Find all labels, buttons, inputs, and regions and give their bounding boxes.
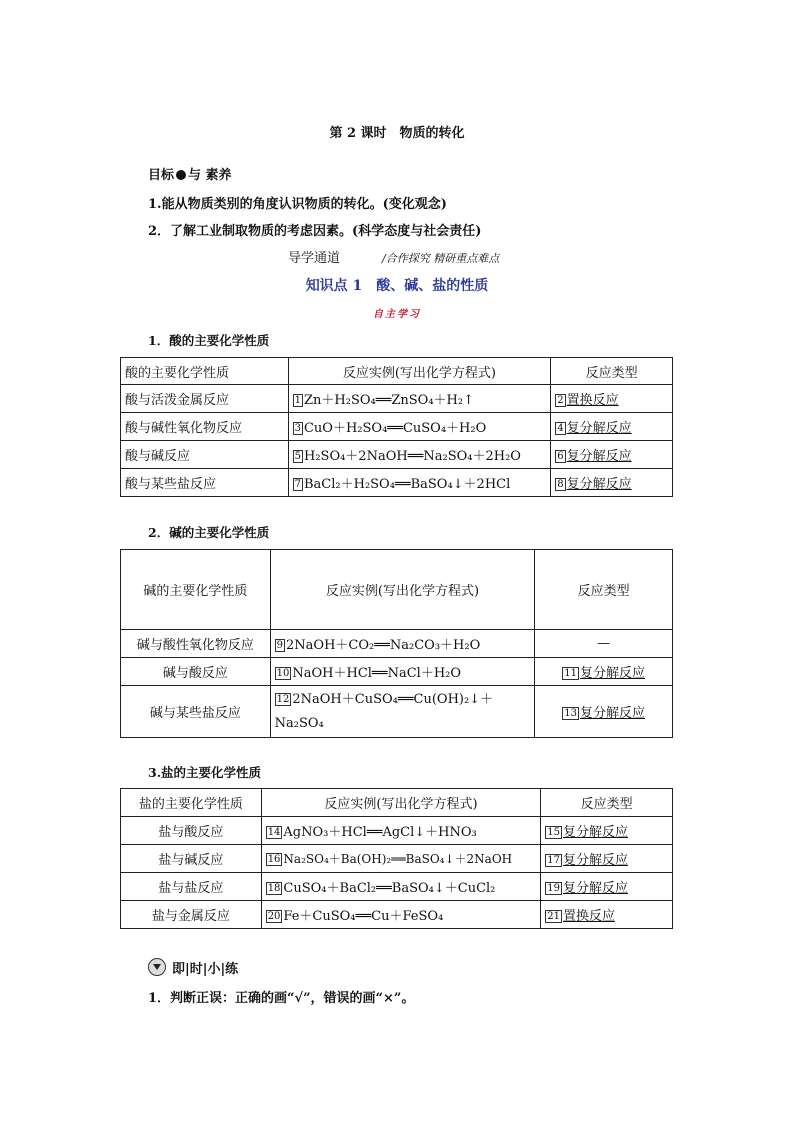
reaction-type: 复分解反应 bbox=[566, 421, 632, 436]
table-row bbox=[121, 469, 673, 497]
blank-number: 17 bbox=[547, 855, 560, 866]
guide-main: 导学通道 bbox=[288, 251, 341, 266]
practice-heading bbox=[148, 958, 238, 977]
equation-text: BaCl₂＋H₂SO₄══BaSO₄↓＋2HCl bbox=[303, 477, 511, 492]
reaction-type: 复分解反应 bbox=[563, 881, 629, 896]
equation-cell bbox=[270, 686, 535, 738]
equation-cell bbox=[288, 441, 551, 469]
bullet-dot-icon bbox=[176, 170, 186, 180]
table-row bbox=[121, 413, 673, 441]
goals-heading bbox=[148, 164, 232, 183]
section-acid: 1．酸的主要化学性质 bbox=[148, 333, 270, 348]
reaction-type: 复分解反应 bbox=[580, 706, 646, 721]
salt-table bbox=[120, 788, 673, 929]
type-cell bbox=[541, 845, 673, 873]
goals-heading-b: 与 素养 bbox=[188, 168, 232, 183]
reaction-type: 复分解反应 bbox=[566, 449, 632, 464]
type-cell bbox=[551, 385, 673, 413]
blank-number: 4 bbox=[557, 423, 564, 434]
knowledge-point-title: 知识点 1 酸、碱、盐的性质 bbox=[305, 278, 489, 294]
equation-text: CuO＋H₂SO₄══CuSO₄＋H₂O bbox=[303, 421, 487, 436]
table-row bbox=[121, 385, 673, 413]
blank-number: 2 bbox=[557, 395, 564, 406]
property-cell: 盐与酸反应 bbox=[121, 817, 262, 845]
base-table bbox=[120, 549, 673, 738]
equation-text-cont: Na₂SO₄ bbox=[274, 715, 324, 731]
reaction-type: 复分解反应 bbox=[580, 666, 646, 681]
header-cell: 反应类型 bbox=[535, 550, 673, 630]
practice-question-1: 1．判断正误：正确的画“√”，错误的画“×”。 bbox=[148, 991, 415, 1006]
property-cell: 碱与酸反应 bbox=[121, 658, 271, 686]
goals-heading-a: 目标 bbox=[148, 168, 175, 183]
table-row bbox=[121, 817, 673, 845]
blank-number: 6 bbox=[557, 451, 564, 462]
table-row bbox=[121, 845, 673, 873]
property-cell: 盐与金属反应 bbox=[121, 901, 262, 929]
property-cell: 盐与盐反应 bbox=[121, 873, 262, 901]
header-cell: 反应实例(写出化学方程式) bbox=[261, 789, 541, 817]
property-cell: 酸与碱性氧化物反应 bbox=[121, 413, 289, 441]
equation-text: NaOH＋HCl══NaCl＋H₂O bbox=[292, 666, 462, 681]
type-cell bbox=[551, 469, 673, 497]
header-cell: 反应类型 bbox=[541, 789, 673, 817]
header-cell: 反应类型 bbox=[551, 358, 673, 385]
equation-text: 2NaOH＋CO₂══Na₂CO₃＋H₂O bbox=[286, 638, 481, 653]
reaction-type: 复分解反应 bbox=[563, 825, 629, 840]
table-row bbox=[121, 873, 673, 901]
equation-cell bbox=[270, 658, 535, 686]
goal-item-2: 2．了解工业制取物质的考虑因素。(科学态度与社会责任) bbox=[148, 224, 482, 239]
blank-number: 9 bbox=[276, 640, 284, 651]
blank-number: 7 bbox=[294, 479, 301, 490]
blank-number: 18 bbox=[267, 883, 281, 894]
blank-number: 14 bbox=[267, 827, 281, 838]
type-cell bbox=[551, 413, 673, 441]
table-row bbox=[121, 441, 673, 469]
acid-table bbox=[120, 357, 673, 497]
blank-number: 15 bbox=[547, 827, 560, 838]
table-row bbox=[121, 686, 673, 738]
type-cell bbox=[551, 441, 673, 469]
equation-cell bbox=[288, 413, 551, 441]
self-study-label: 自主学习 bbox=[373, 309, 421, 320]
type-cell bbox=[535, 630, 673, 658]
blank-number: 1 bbox=[294, 395, 301, 406]
equation-cell bbox=[288, 469, 551, 497]
header-cell: 反应实例(写出化学方程式) bbox=[270, 550, 535, 630]
section-base: 2．碱的主要化学性质 bbox=[148, 525, 270, 540]
property-cell: 酸与活泼金属反应 bbox=[121, 385, 289, 413]
goal-item-1: 1.能从物质类别的角度认识物质的转化。(变化观念) bbox=[148, 197, 447, 212]
section-salt: 3.盐的主要化学性质 bbox=[148, 765, 262, 780]
property-cell: 盐与碱反应 bbox=[121, 845, 262, 873]
page-title: 第 2 课时 物质的转化 bbox=[329, 126, 465, 141]
table-row bbox=[121, 630, 673, 658]
property-cell: 酸与碱反应 bbox=[121, 441, 289, 469]
equation-cell bbox=[288, 385, 551, 413]
guide-sub: /合作探究 精研重点难点 bbox=[382, 252, 500, 265]
equation-text: Na₂SO₄＋Ba(OH)₂══BaSO₄↓＋2NaOH bbox=[283, 852, 513, 866]
reaction-type: — bbox=[597, 636, 611, 651]
equation-cell bbox=[261, 873, 541, 901]
equation-text: Fe＋CuSO₄══Cu＋FeSO₄ bbox=[283, 909, 444, 924]
equation-text: 2NaOH＋CuSO₄══Cu(OH)₂↓＋ bbox=[292, 691, 494, 707]
blank-number: 8 bbox=[557, 479, 564, 490]
blank-number: 3 bbox=[294, 423, 301, 434]
equation-text: CuSO₄＋BaCl₂══BaSO₄↓＋CuCl₂ bbox=[283, 881, 496, 896]
blank-number: 19 bbox=[547, 883, 560, 894]
type-cell bbox=[541, 901, 673, 929]
table-header-row bbox=[121, 789, 673, 817]
header-cell: 碱的主要化学性质 bbox=[121, 550, 271, 630]
blank-number: 16 bbox=[267, 854, 281, 865]
reaction-type: 置换反应 bbox=[566, 393, 619, 408]
type-cell bbox=[541, 873, 673, 901]
type-cell bbox=[535, 658, 673, 686]
type-cell bbox=[541, 817, 673, 845]
practice-title: 即|时|小|练 bbox=[172, 962, 239, 977]
blank-number: 21 bbox=[547, 911, 560, 922]
type-cell bbox=[535, 686, 673, 738]
reaction-type: 复分解反应 bbox=[563, 853, 629, 868]
down-arrow-circle-icon bbox=[148, 958, 166, 976]
blank-number: 10 bbox=[276, 668, 290, 679]
blank-number: 11 bbox=[564, 668, 577, 679]
property-cell: 碱与某些盐反应 bbox=[121, 686, 271, 738]
property-cell: 碱与酸性氧化物反应 bbox=[121, 630, 271, 658]
equation-cell bbox=[261, 817, 541, 845]
reaction-type: 复分解反应 bbox=[566, 477, 632, 492]
equation-text: H₂SO₄＋2NaOH══Na₂SO₄＋2H₂O bbox=[303, 449, 521, 464]
header-cell: 反应实例(写出化学方程式) bbox=[288, 358, 551, 385]
table-header-row bbox=[121, 358, 673, 385]
equation-cell bbox=[261, 901, 541, 929]
equation-text: AgNO₃＋HCl══AgCl↓＋HNO₃ bbox=[283, 825, 477, 840]
property-cell: 酸与某些盐反应 bbox=[121, 469, 289, 497]
equation-cell bbox=[270, 630, 535, 658]
table-row bbox=[121, 658, 673, 686]
header-cell: 酸的主要化学性质 bbox=[121, 358, 289, 385]
header-cell: 盐的主要化学性质 bbox=[121, 789, 262, 817]
equation-cell bbox=[261, 845, 541, 873]
blank-number: 5 bbox=[294, 451, 301, 462]
blank-number: 20 bbox=[267, 911, 281, 922]
guide-heading bbox=[288, 247, 499, 266]
table-header-row bbox=[121, 550, 673, 630]
blank-number: 12 bbox=[276, 693, 290, 705]
blank-number: 13 bbox=[564, 708, 577, 719]
equation-text: Zn＋H₂SO₄══ZnSO₄＋H₂↑ bbox=[303, 393, 474, 408]
reaction-type: 置换反应 bbox=[563, 909, 616, 924]
table-row bbox=[121, 901, 673, 929]
